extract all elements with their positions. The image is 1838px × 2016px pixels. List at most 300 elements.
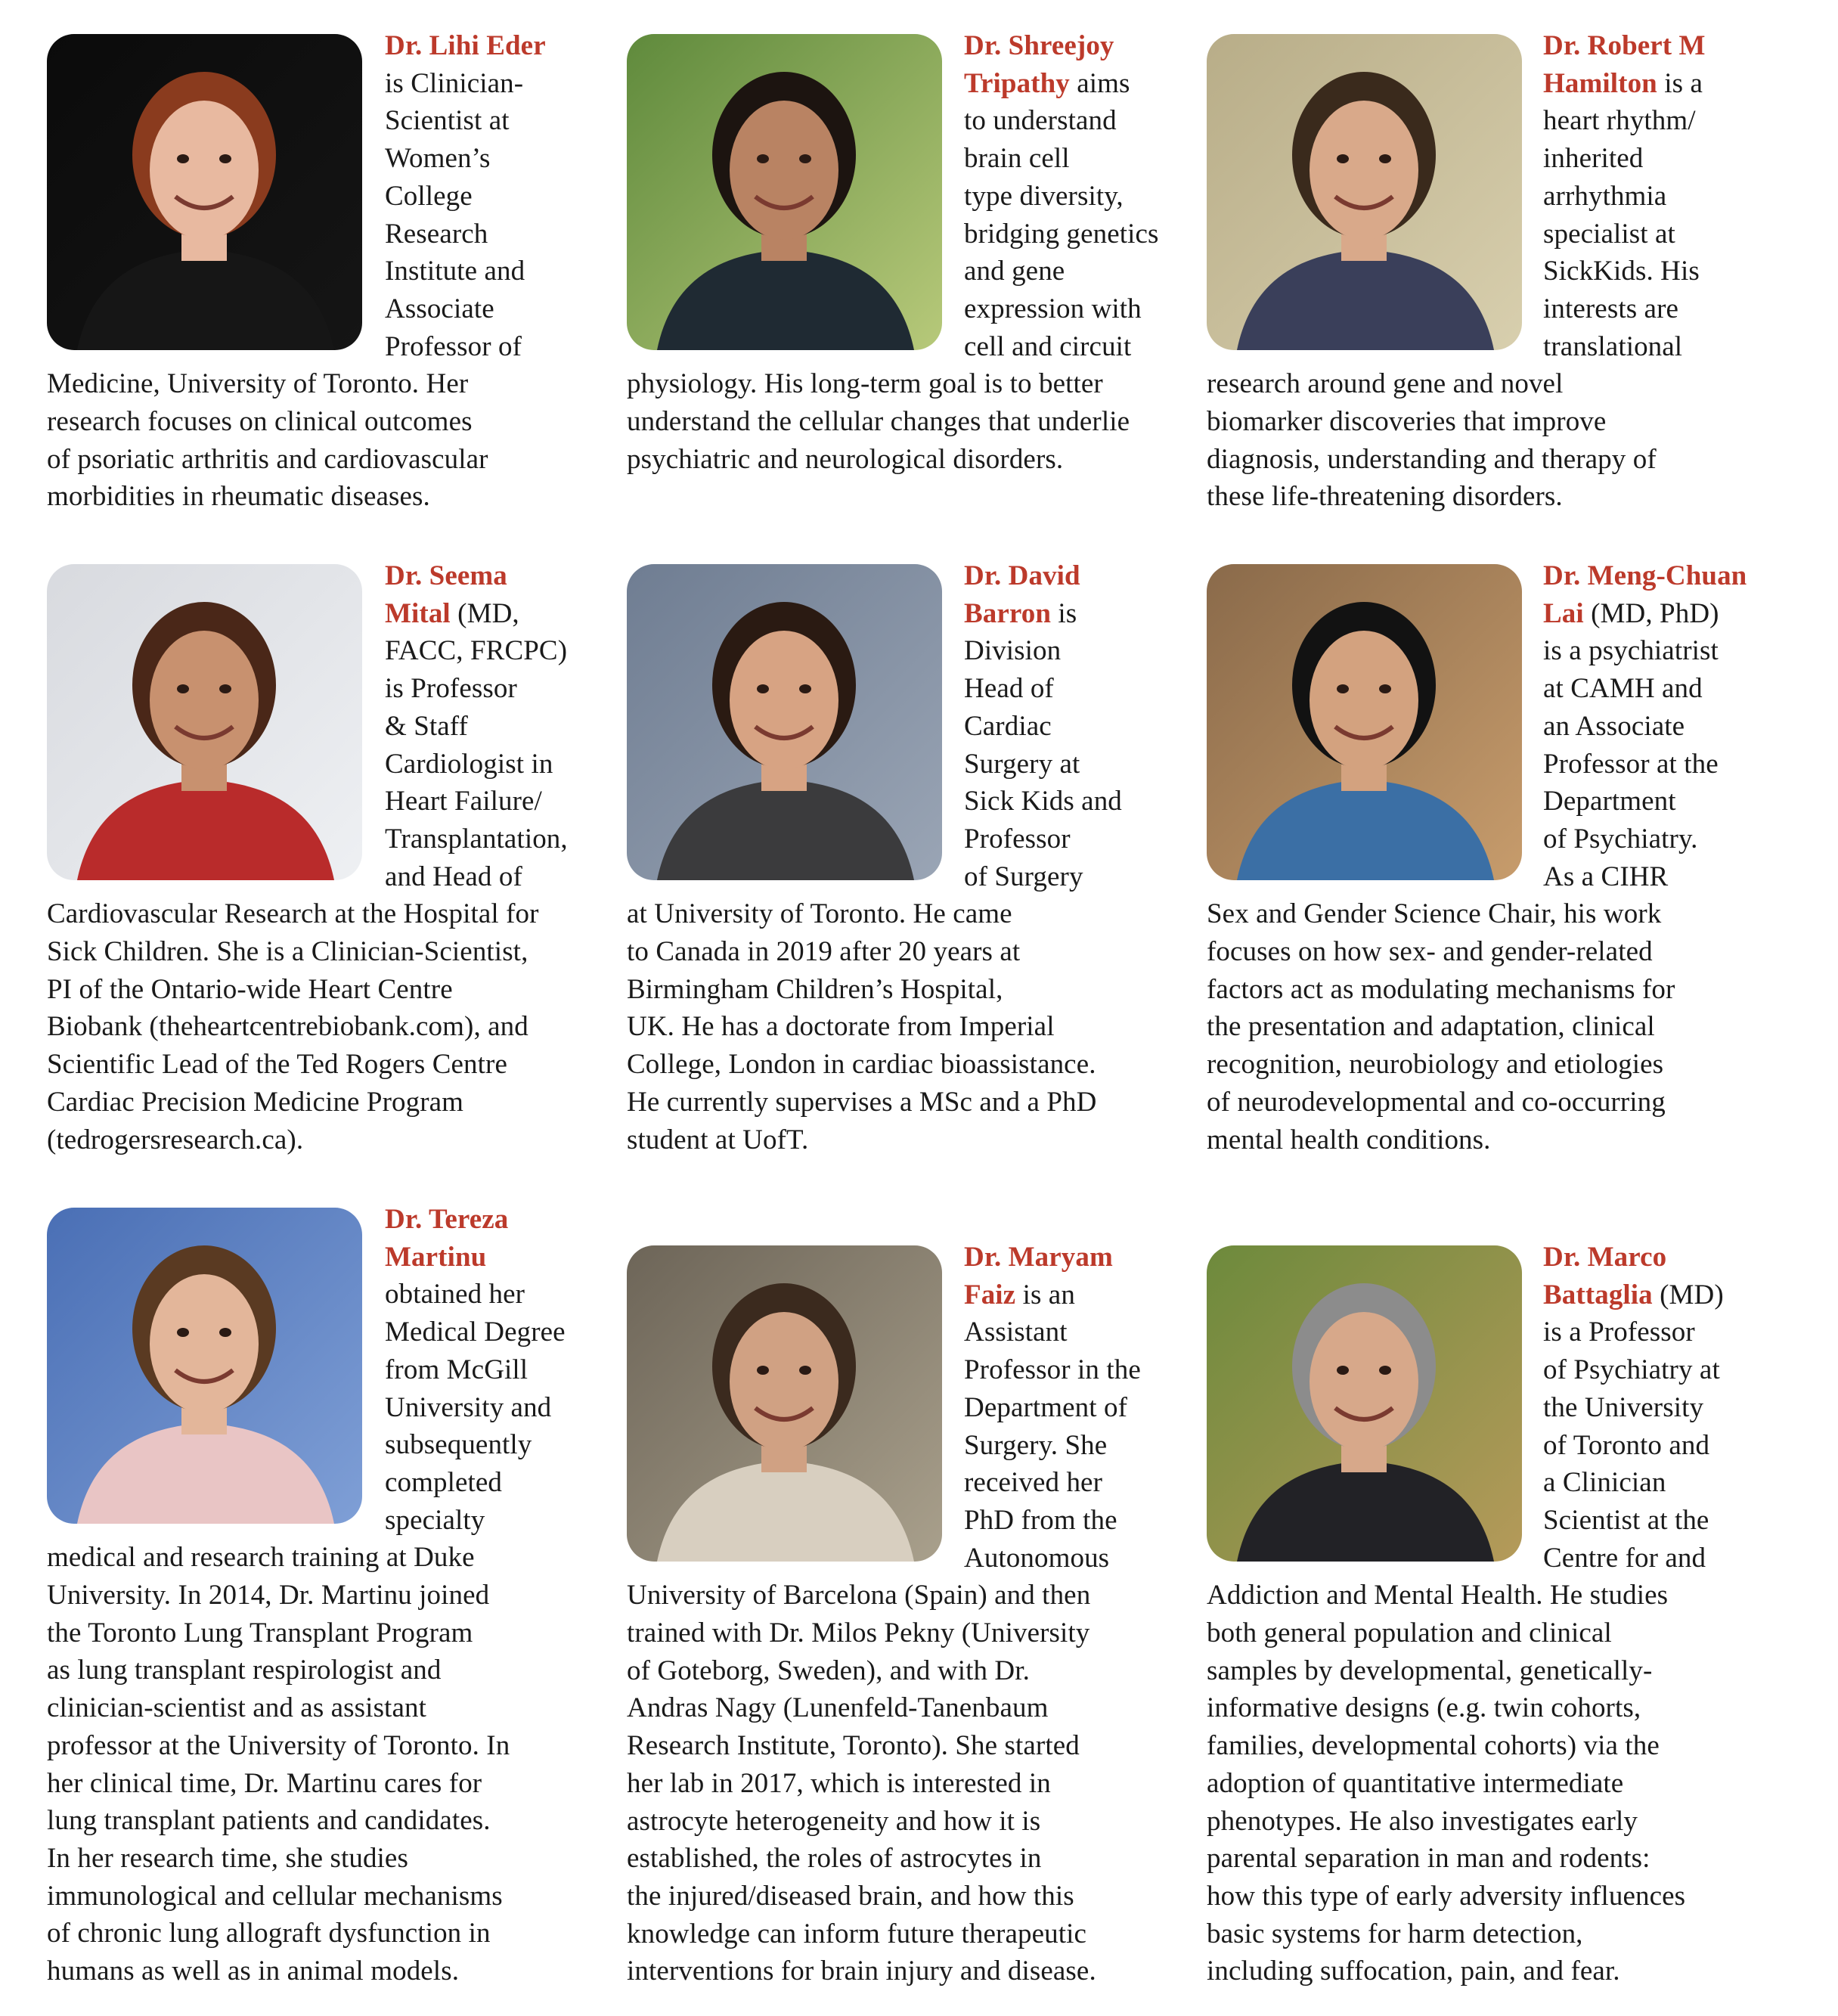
profile-bio-line [47,1121,303,1159]
profile-bio-line [47,1084,463,1121]
profile-bio-line [964,253,1065,290]
profile-name [964,557,1080,595]
bio-text: families, developmental cohorts) via the [1207,1730,1660,1762]
profile-bio-line [1207,1915,1583,1953]
profile-bio-line [964,670,1054,708]
bio-text: is an [1015,1279,1075,1310]
bio-text: Women’s [385,143,491,175]
bio-text: (MD) [1652,1279,1724,1310]
profile-bio-line [627,1614,1089,1652]
profile-bio-line [964,328,1131,366]
profile-bio-line [385,1314,566,1351]
profile-bio-line [1207,1803,1638,1841]
bio-text: Cardiac Precision Medicine Program [47,1086,464,1118]
bio-text: is a psychiatrist [1543,635,1719,667]
profile-bio-line [385,783,542,820]
profile-bio-line [1207,1614,1612,1652]
profile-bio-line [47,1614,473,1652]
profile-bio-line [964,1389,1127,1427]
profile-bio-line [1207,365,1563,403]
profile-photo [627,34,942,350]
bio-text: factors act as modulating mechanisms for [1207,973,1675,1005]
bio-text: Research [385,218,488,250]
profile-bio-line [964,1276,1075,1314]
profile-bio-line [385,65,523,103]
bio-text: cell and circuit [964,330,1132,362]
bio-text: biomarker discoveries that improve [1207,406,1607,437]
bio-text: interventions for brain injury and disease. [627,1956,1096,1987]
bio-text: Professor [964,823,1071,854]
bio-text: Cardiovascular Research at the Hospital for [47,898,539,930]
profile-bio-line [47,1765,482,1803]
portrait-photo-icon [1207,564,1522,880]
profile-bio-line [47,895,539,933]
profile-bio-line [627,1121,808,1159]
name-text: Tripathy [964,67,1070,99]
bio-text: University. In 2014, Dr. Martinu joined [47,1580,490,1611]
profile-bio-line [47,365,468,403]
bio-text: Division [964,635,1062,667]
bio-text: of Surgery [964,861,1083,892]
name-text: Dr. Meng-Chuan [1543,560,1747,591]
bio-text: (MD, PhD) [1583,597,1719,629]
profile-bio-line [385,140,491,178]
profile-bio-line [385,858,522,896]
profile-bio-line [627,1577,1090,1614]
bio-text: FACC, FRCPC) [385,635,568,667]
profile-bio-line [1207,1046,1663,1084]
bio-text: psychiatric and neurological disorders. [627,443,1064,475]
bio-text: from McGill [385,1354,528,1385]
bio-text: Andras Nagy (Lunenfeld-Tanenbaum [627,1692,1049,1724]
profile-bio-line [627,1008,1055,1046]
profile-bio-line [47,403,473,441]
profile-bio-line [47,971,453,1009]
bio-text: to Canada in 2019 after 20 years at [627,936,1021,967]
bio-text: of Psychiatry. [1543,823,1698,854]
profile-bio-line [1207,1652,1652,1690]
profile-bio-line [385,632,567,670]
bio-text: Medicine, University of Toronto. Her [47,368,469,400]
bio-text: these life-threatening disorders. [1207,481,1563,513]
profile-bio-line [964,102,1117,140]
profile-bio-line [1543,328,1682,366]
bio-text: Autonomous [964,1542,1110,1574]
profile-bio-line [964,1502,1117,1540]
profile-bio-line [627,365,1103,403]
bio-text: SickKids. His [1543,256,1700,287]
profile-bio-line [1543,595,1719,633]
bio-text: In her research time, she studies [47,1842,408,1874]
profile-bio-line [1543,820,1698,858]
bio-text: is a [1657,67,1703,99]
profile-bio-line [385,178,473,216]
bio-text: Professor of [385,330,522,362]
profile-bio-line [1207,1008,1655,1046]
profile-bio-line [385,595,519,633]
bio-text: recognition, neurobiology and etiologies [1207,1049,1664,1081]
profile-bio-line [47,478,430,516]
profile-bio-line [385,746,553,783]
bio-text: specialist at [1543,218,1675,250]
bio-text: clinician-scientist and as assistant [47,1692,426,1724]
bio-text: Department of [964,1391,1128,1423]
bio-text: of Toronto and [1543,1429,1710,1461]
profile-bio-line [1543,1276,1724,1314]
profile-bio-line [1207,403,1606,441]
profile-bio-line [627,1765,1051,1803]
name-text: Hamilton [1543,67,1657,99]
profile-bio-line [385,820,568,858]
portrait-photo-icon [47,564,362,880]
bio-text: aims [1069,67,1130,99]
profile-bio-line [47,1915,491,1952]
profile-bio-line [1207,933,1653,971]
bio-text: Transplantation, [385,823,568,854]
bio-text: at University of Toronto. He came [627,898,1012,930]
bio-text: Professor in the [964,1354,1141,1386]
profile-bio-line [385,1502,485,1540]
bio-text: knowledge can inform future therapeutic [627,1918,1086,1949]
profile-bio-line [1207,1121,1491,1159]
bio-text: trained with Dr. Milos Pekny (University [627,1617,1090,1648]
bio-text: subsequently [385,1429,532,1461]
bio-text: Cardiologist in [385,748,553,780]
bio-text: adoption of quantitative intermediate [1207,1767,1624,1799]
profile-photo [47,564,362,880]
bio-text: Addiction and Mental Health. He studies [1207,1580,1669,1611]
bio-text: professor at the University of Toronto. In [47,1729,510,1761]
bio-text: Sex and Gender Science Chair, his work [1207,898,1662,930]
profile-bio-line [1543,670,1703,708]
profile-bio-line [1543,216,1675,253]
profile-bio-line [47,1802,491,1840]
bio-text: is [1051,597,1077,629]
bio-text: As a CIHR [1543,861,1669,892]
profile-bio-line [1543,783,1676,820]
profile-bio-line [1207,478,1563,516]
bio-text: phenotypes. He also investigates early [1207,1805,1638,1837]
bio-text: College [385,180,473,212]
bio-text: Department [1543,786,1676,817]
bio-text: (MD, [450,597,519,629]
bio-text: Associate [385,293,494,324]
profile-bio-line [964,820,1071,858]
profile-bio-line [964,1427,1107,1465]
bio-text: basic systems for harm detection, [1207,1918,1583,1949]
bio-text: Scientist at [385,105,510,137]
profile-bio-line [627,1046,1096,1084]
portrait-photo-icon [1207,1245,1522,1562]
bio-text: Sick Kids and [964,786,1122,817]
profile-bio-line [1207,1577,1668,1614]
profile-bio-line [964,746,1080,783]
profile-bio-line [964,178,1124,216]
profile-bio-line [964,216,1159,253]
bio-text: PI of the Ontario-wide Heart Centre [47,973,453,1005]
bio-text: received her [964,1467,1102,1499]
profile-bio-line [627,1689,1048,1727]
bio-text: Professor at the [1543,748,1719,780]
profile-bio-line [47,1046,507,1084]
profile-bio-line [964,1351,1141,1389]
profile-bio-line [1207,1689,1641,1727]
profile-bio-line [1543,1389,1703,1427]
name-text: Dr. Tereza [385,1204,509,1235]
profile-bio-line [627,933,1020,971]
bio-text: and gene [964,256,1065,287]
profile-bio-line [385,1464,502,1502]
profile-bio-line [47,1689,426,1727]
bio-text: College, London in cardiac bioassistance. [627,1049,1096,1081]
profile-photo [47,1208,362,1524]
bio-text: the injured/diseased brain, and how this [627,1880,1074,1912]
bio-text: bridging genetics [964,218,1159,250]
bio-text: of psoriatic arthritis and cardiovascular [47,443,488,475]
bio-text: is Professor [385,673,517,705]
name-text: Battaglia [1543,1279,1653,1310]
bio-text: the presentation and adaptation, clinical [1207,1011,1655,1043]
profile-bio-line [627,1878,1074,1915]
bio-text: inherited [1543,143,1644,175]
bio-text: type diversity, [964,180,1124,212]
name-text: Dr. David [964,560,1080,591]
bio-text: research focuses on clinical outcomes [47,406,473,437]
bio-text: of Goteborg, Sweden), and with Dr. [627,1655,1030,1686]
name-text: Faiz [964,1279,1016,1310]
profile-bio-line [385,253,525,290]
profile-bio-line [964,632,1061,670]
profile-bio-line [1543,746,1719,783]
bio-text: heart rhythm/ [1543,105,1696,137]
name-text: Lai [1543,597,1584,629]
bio-text: Surgery at [964,748,1080,780]
bio-text: (tedrogersresearch.ca). [47,1124,304,1155]
profile-bio-line [47,1008,528,1046]
profile-bio-line [964,783,1122,820]
profile-bio-line [1207,895,1661,933]
profile-bio-line [385,328,522,366]
profile-bio-line [1543,140,1643,178]
profile-bio-line [1543,1427,1709,1465]
bio-text: Sick Children. She is a Clinician-Scientist, [47,936,528,967]
profile-bio-line [964,1464,1102,1502]
profile-bio-line [1207,1084,1666,1121]
profile-bio-line [964,290,1142,328]
bio-text: PhD from the [964,1504,1117,1536]
profile-bio-line [385,1351,528,1389]
bio-text: humans as well as in animal models. [47,1956,460,1987]
bio-text: UK. He has a doctorate from Imperial [627,1011,1055,1043]
profile-bio-line [964,708,1052,746]
portrait-photo-icon [47,34,362,350]
profile-bio-line [1543,290,1678,328]
profile-bio-line [47,1652,442,1689]
profile-name [964,27,1114,65]
bio-text: parental separation in man and rodents: [1207,1843,1650,1875]
profile-bio-line [627,1084,1096,1121]
portrait-photo-icon [627,34,942,350]
bio-text: how this type of early adversity influences [1207,1880,1686,1912]
bio-text: interests are [1543,293,1679,324]
name-text: Martinu [385,1241,487,1273]
profile-bio-line [47,1952,459,1990]
bio-text: Research Institute, Toronto). She started [627,1730,1080,1762]
profile-bio-line [385,216,488,253]
bio-text: of Psychiatry at [1543,1354,1720,1386]
profile-bio-line [964,140,1070,178]
bio-text: Head of [964,673,1054,705]
portrait-photo-icon [627,564,942,880]
profile-bio-line [1543,65,1703,103]
profile-bio-line [47,1539,475,1577]
profile-bio-line [627,1915,1086,1953]
profile-bio-line [385,708,468,746]
bio-text: established, the roles of astrocytes in [627,1843,1042,1875]
bio-text: physiology. His long-term goal is to better [627,368,1103,400]
bio-text: University of Barcelona (Spain) and then [627,1580,1091,1611]
bio-text: samples by developmental, genetically- [1207,1655,1653,1686]
profile-bio-line [1543,632,1719,670]
profile-bio-line [1543,1351,1720,1389]
profile-photo [1207,1245,1522,1562]
bio-text: Medical Degree [385,1317,566,1348]
bio-text: student at UofT. [627,1124,809,1155]
profile-bio-line [964,65,1130,103]
profile-name [385,557,507,595]
profile-bio-line [47,1840,408,1878]
name-text: Barron [964,597,1052,629]
profile-bio-line [627,1652,1030,1690]
profile-bio-line [385,670,517,708]
bio-text: focuses on how sex- and gender-related [1207,936,1653,967]
bio-text: informative designs (e.g. twin cohorts, [1207,1692,1641,1724]
portrait-photo-icon [1207,34,1522,350]
bio-text: the University [1543,1391,1704,1423]
bio-text: Institute and [385,256,525,287]
profile-bio-line [1543,858,1668,896]
profile-bio-line [964,595,1077,633]
bio-text: Assistant [964,1317,1068,1348]
profile-bio-line [1543,102,1696,140]
bio-text: the Toronto Lung Transplant Program [47,1617,473,1648]
bio-text: completed [385,1466,503,1498]
bio-text: and Head of [385,861,522,892]
profile-bio-line [627,441,1063,479]
bio-text: understand the cellular changes that underlie [627,406,1130,437]
name-text: Dr. Marco [1543,1242,1667,1273]
bio-text: Scientific Lead of the Ted Rogers Centre [47,1049,507,1081]
profile-bio-line [964,858,1083,896]
bio-text: Scientist at the [1543,1504,1709,1536]
bio-text: brain cell [964,143,1070,175]
bio-text: translational [1543,330,1683,362]
profile-photo [1207,564,1522,880]
profile-bio-line [1207,1878,1685,1915]
portrait-photo-icon [627,1245,942,1562]
profile-bio-line [627,895,1012,933]
profile-bio-line [627,1803,1040,1841]
bio-text: astrocyte heterogeneity and how it is [627,1805,1041,1837]
bio-text: Birmingham Children’s Hospital, [627,973,1003,1005]
bio-text: an Associate [1543,710,1685,742]
bio-text: to understand [964,105,1117,137]
profile-bio-line [1207,971,1675,1009]
profile-name [385,27,546,65]
bio-text: mental health conditions. [1207,1124,1491,1155]
bio-text: as lung transplant respirologist and [47,1655,442,1686]
bio-text: research around gene and novel [1207,368,1564,400]
bio-text: & Staff [385,710,468,742]
profile-bio-line [964,1540,1109,1577]
bio-text: medical and research training at Duke [47,1542,475,1574]
profile-bio-line [1207,1840,1650,1878]
profile-bio-line [627,1840,1041,1878]
bio-text: is Clinician- [385,67,524,99]
name-text: Dr. Lihi Eder [385,30,546,61]
profile-bio-line [1207,1952,1620,1990]
bio-text: of neurodevelopmental and co-occurring [1207,1086,1666,1118]
profile-bio-line [627,1727,1080,1765]
name-text: Dr. Maryam [964,1242,1113,1273]
profile-bio-line [47,1727,510,1765]
profile-bio-line [1543,708,1685,746]
profile-bio-line [385,1389,551,1427]
bio-text: Heart Failure/ [385,786,542,817]
bio-text: is a Professor [1543,1317,1695,1348]
profile-bio-line [47,1878,503,1915]
profile-bio-line [1207,1765,1623,1803]
profile-bio-line [1543,1540,1706,1577]
bio-text: Cardiac [964,710,1052,742]
bio-text: both general population and clinical [1207,1617,1612,1648]
name-text: Dr. Shreejoy [964,30,1114,61]
bio-text: of chronic lung allograft dysfunction in [47,1918,491,1949]
profile-bio-line [1207,441,1657,479]
profile-bio-line [1543,1502,1709,1540]
profile-bio-line [385,290,494,328]
bio-text: University and [385,1391,552,1423]
name-text: Dr. Seema [385,560,507,591]
profile-bio-line [1543,178,1666,216]
bio-text: specialty [385,1504,485,1536]
profile-bio-line [1207,1727,1660,1765]
bio-text: arrhythmia [1543,180,1667,212]
bio-text: Surgery. She [964,1429,1108,1461]
profile-bio-line [964,1314,1068,1351]
profile-bio-line [47,933,528,971]
profile-name [1543,557,1747,595]
profile-bio-line [1543,1314,1695,1351]
bio-text: Centre for and [1543,1542,1706,1574]
bio-text: at CAMH and [1543,673,1703,705]
name-text: Mital [385,597,451,629]
profile-bio-line [1543,253,1700,290]
profile-name [1543,27,1706,65]
bio-text: He currently supervises a MSc and a PhD [627,1086,1097,1118]
profile-bio-line [1543,1464,1666,1502]
profile-bio-line [47,1577,489,1614]
bio-text: obtained her [385,1279,525,1310]
bio-text: morbidities in rheumatic diseases. [47,481,430,513]
profile-name [1543,1239,1666,1276]
bio-text: immunological and cellular mechanisms [47,1880,503,1912]
portrait-photo-icon [47,1208,362,1524]
profile-bio-line [385,1426,532,1464]
bio-text: including suffocation, pain, and fear. [1207,1956,1620,1987]
profile-bio-line [627,1952,1096,1990]
bio-text: her lab in 2017, which is interested in [627,1767,1051,1799]
